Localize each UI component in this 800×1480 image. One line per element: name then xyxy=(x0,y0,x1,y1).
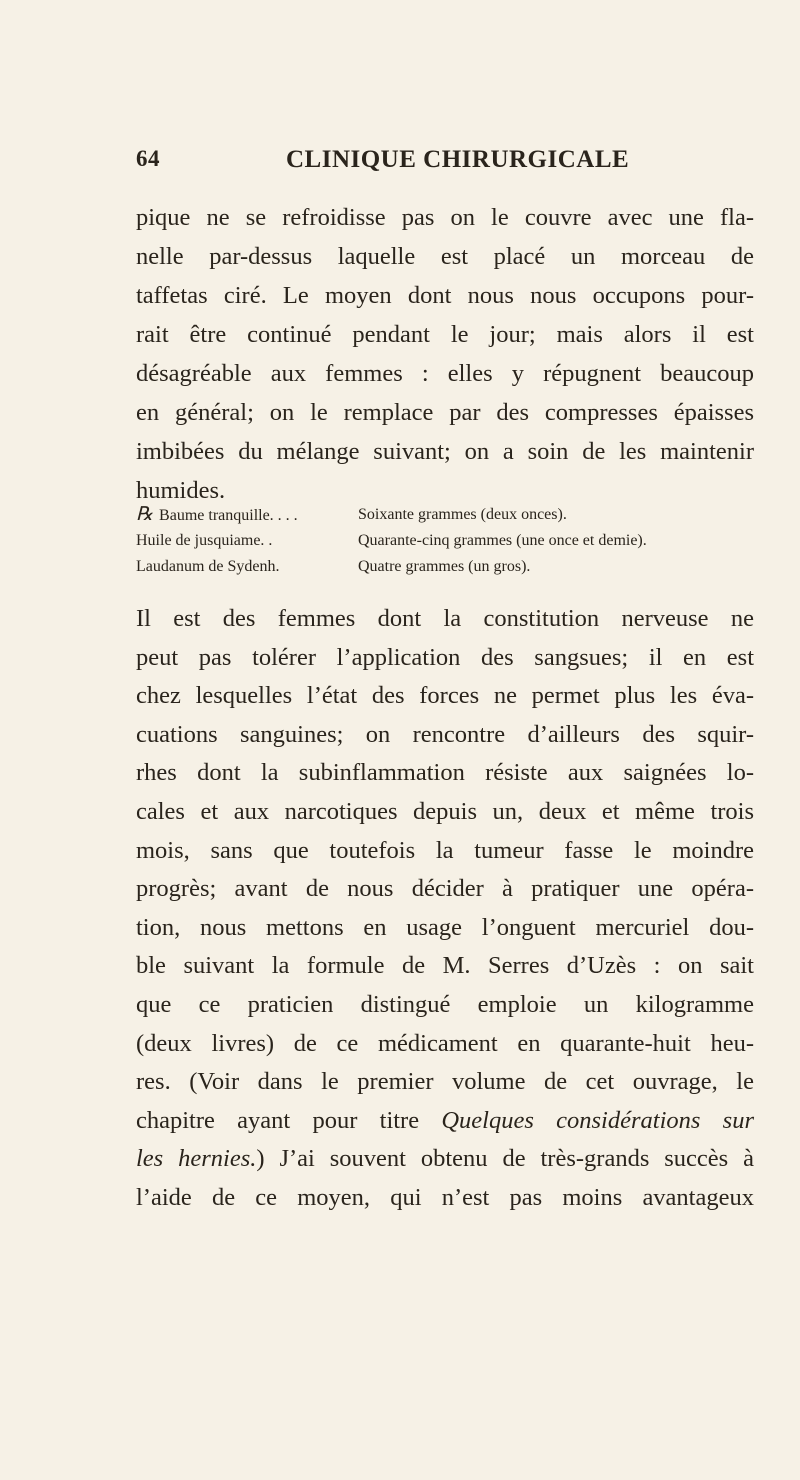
text-line: chapitre ayant pour titre Quelques considérations sur xyxy=(136,1106,754,1134)
running-title: CLINIQUE CHIRURGICALE xyxy=(286,146,630,173)
text-line: imbibées du mélange suivant; on a soin de les maintenir xyxy=(136,438,754,465)
text-line: en général; on le remplace par des compresses épaisses xyxy=(136,399,754,426)
text-line: l’aide de ce moyen, qui n’est pas moins avantageux xyxy=(136,1183,754,1211)
italic-title: Quelques considérations sur xyxy=(441,1106,754,1134)
text-line: nelle par-dessus laquelle est placé un morceau de xyxy=(136,243,754,270)
paragraph-2 xyxy=(136,600,754,1218)
text-line: que ce praticien distingué emploie un kilogramme xyxy=(136,990,754,1018)
formula-drug: Huile de jusquiame. . xyxy=(136,532,273,549)
text-line: (deux livres) de ce médicament en quarante-huit heu- xyxy=(136,1029,754,1057)
text-line: humides. xyxy=(136,477,226,504)
formula-drug: ℞ Baume tranquille. . . . xyxy=(136,504,298,525)
text-line: les hernies.) J’ai souvent obtenu de très-grands succès à xyxy=(136,1145,754,1173)
text-line: peut pas tolérer l’application des sangsues; il en est xyxy=(136,643,754,671)
text-line: mois, sans que toutefois la tumeur fasse le moindre xyxy=(136,836,754,864)
prescription-formula xyxy=(136,502,776,580)
page-header xyxy=(136,146,754,186)
text-line: chez lesquelles l’état des forces ne permet plus les éva- xyxy=(136,682,754,710)
text-line: ble suivant la formule de M. Serres d’Uzès : on sait xyxy=(136,952,754,980)
formula-quantity: Quatre grammes (un gros). xyxy=(358,558,531,575)
formula-row xyxy=(136,554,776,580)
text-line: cuations sanguines; on rencontre d’ailleurs des squir- xyxy=(136,720,754,748)
text-line: progrès; avant de nous décider à pratiquer une opéra- xyxy=(136,875,754,903)
text-line: pique ne se refroidisse pas on le couvre avec une fla- xyxy=(136,204,754,231)
page-number: 64 xyxy=(136,146,160,171)
formula-quantity: Quarante-cinq grammes (une once et demie). xyxy=(358,532,647,549)
text-line: rait être continué pendant le jour; mais alors il est xyxy=(136,321,754,348)
text-line: tion, nous mettons en usage l’onguent mercuriel dou- xyxy=(136,913,754,941)
formula-drug: Laudanum de Sydenh. xyxy=(136,558,280,575)
paragraph-1 xyxy=(136,198,754,510)
formula-row xyxy=(136,502,776,528)
text-line: cales et aux narcotiques depuis un, deux et même trois xyxy=(136,797,754,825)
formula-quantity: Soixante grammes (deux onces). xyxy=(358,506,567,523)
text-line: taffetas ciré. Le moyen dont nous nous occupons pour- xyxy=(136,282,754,309)
italic-title: les hernies. xyxy=(136,1145,257,1173)
text-line: désagréable aux femmes : elles y répugnent beaucoup xyxy=(136,360,754,387)
text-line: rhes dont la subinflammation résiste aux saignées lo- xyxy=(136,759,754,787)
formula-row xyxy=(136,528,776,554)
text-line: res. (Voir dans le premier volume de cet ouvrage, le xyxy=(136,1068,754,1096)
recipe-symbol-icon: ℞ xyxy=(136,504,154,525)
text-line: Il est des femmes dont la constitution nerveuse ne xyxy=(136,605,754,632)
